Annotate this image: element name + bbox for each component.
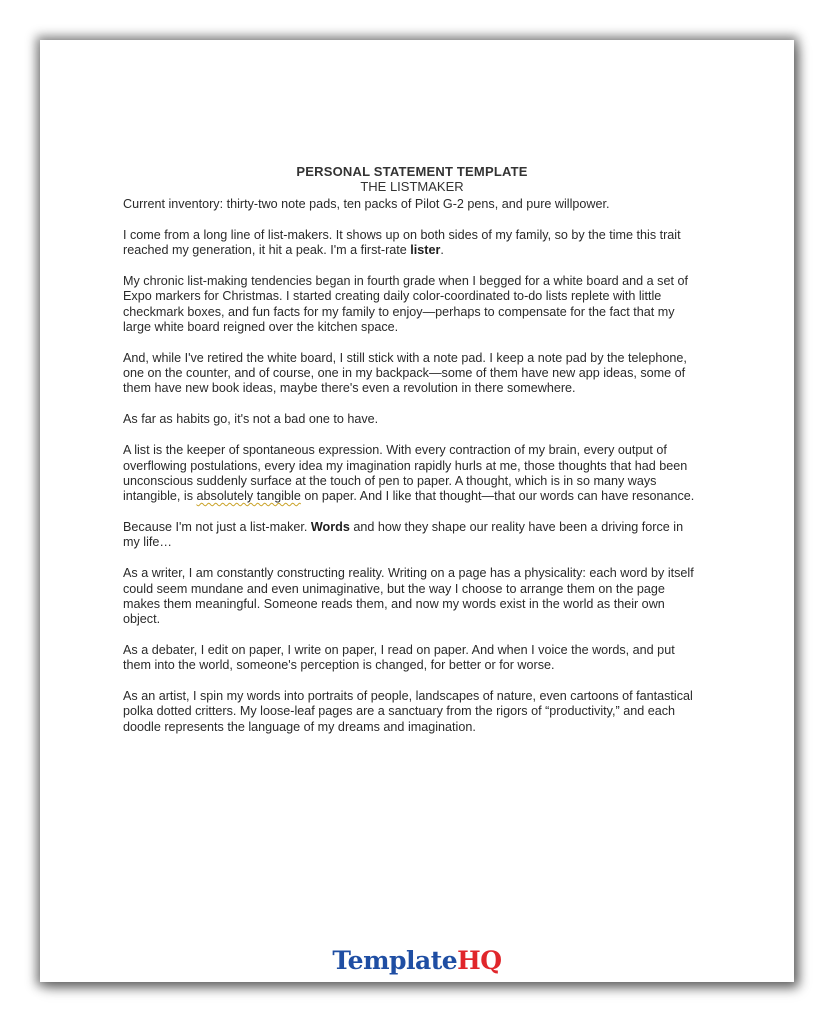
paragraph-1: Current inventory: thirty-two note pads, ten packs of Pilot G-2 pens, and pure willpower. bbox=[123, 197, 610, 211]
spellcheck-underlined-phrase: absolutely tangible bbox=[196, 489, 301, 504]
paragraph-2-end: . bbox=[440, 243, 444, 258]
document-title: PERSONAL STATEMENT TEMPLATE bbox=[296, 164, 528, 179]
paragraph-4: And, while I've retired the white board, I still stick with a note pad. I keep a note pad by the telephone, one on the counter, and of course, one in my backpack—some of them have new app ideas, some of them have new book ideas, maybe there's even a revolution in there somewhere. bbox=[123, 350, 687, 396]
paragraph-2-text: I come from a long line of list-makers. It shows up on both sides of my family, so by the time this trait reached my generation, it hit a peak. I'm a first-rate bbox=[123, 227, 681, 258]
paragraph-7-end: and how they shape our reality have been a driving force in my life… bbox=[123, 520, 684, 550]
logo-part-template: Template bbox=[332, 946, 458, 975]
paragraph-9: As a debater, I edit on paper, I write on paper, I read on paper. And when I voice the words, and put them into the world, someone's perception is changed, for better or for worse. bbox=[123, 642, 675, 673]
document-page bbox=[40, 40, 794, 982]
paragraph-7-text: Because I'm not just a list-maker. bbox=[123, 520, 311, 535]
document-subtitle: THE LISTMAKER bbox=[360, 179, 464, 194]
bold-word-lister: lister bbox=[410, 243, 441, 258]
paragraph-6-text: A list is the keeper of spontaneous expression. With every contraction of my brain, every output of overflowing postulations, every idea my imagination rapidly hurls at me, those thoughts that had been unconscious suddenly surface at the touch of pen to paper. A thought, which is in so many ways intangible, is bbox=[123, 443, 688, 504]
logo-part-hq: HQ bbox=[457, 946, 502, 975]
document-body bbox=[123, 164, 701, 751]
templatehq-logo bbox=[40, 946, 794, 976]
paragraph-3: My chronic list-making tendencies began in fourth grade when I begged for a white board and a set of Expo markers for Christmas. I started creating daily color-coordinated to-do lists replete with little checkmark boxes, and fun facts for my family to enjoy—perhaps to compensate for the fact that my large white board reigned over the kitchen space. bbox=[123, 274, 688, 334]
paragraph-6 bbox=[123, 443, 701, 504]
paragraph-5: As far as habits go, it's not a bad one to have. bbox=[123, 412, 379, 427]
paragraph-10: As an artist, I spin my words into portraits of people, landscapes of nature, even cartoons of fantastical polka dotted critters. My loose-leaf pages are a sanctuary from the rigors of “productivity,” and each doodle represents the language of my dreams and imagination. bbox=[123, 689, 693, 734]
paragraph-6-end: on paper. And I like that thought—that our words can have resonance. bbox=[300, 489, 695, 504]
paragraph-2 bbox=[123, 228, 701, 259]
paragraph-8: As a writer, I am constantly constructing reality. Writing on a page has a physicality: each word by itself could seem mundane and even unimaginative, but the way I choose to arrange them on the page makes them meaningful. Someone reads them, and now my words exist in the world as their own object. bbox=[123, 566, 694, 627]
bold-word-words: Words bbox=[310, 520, 350, 535]
paragraph-7 bbox=[123, 520, 701, 551]
